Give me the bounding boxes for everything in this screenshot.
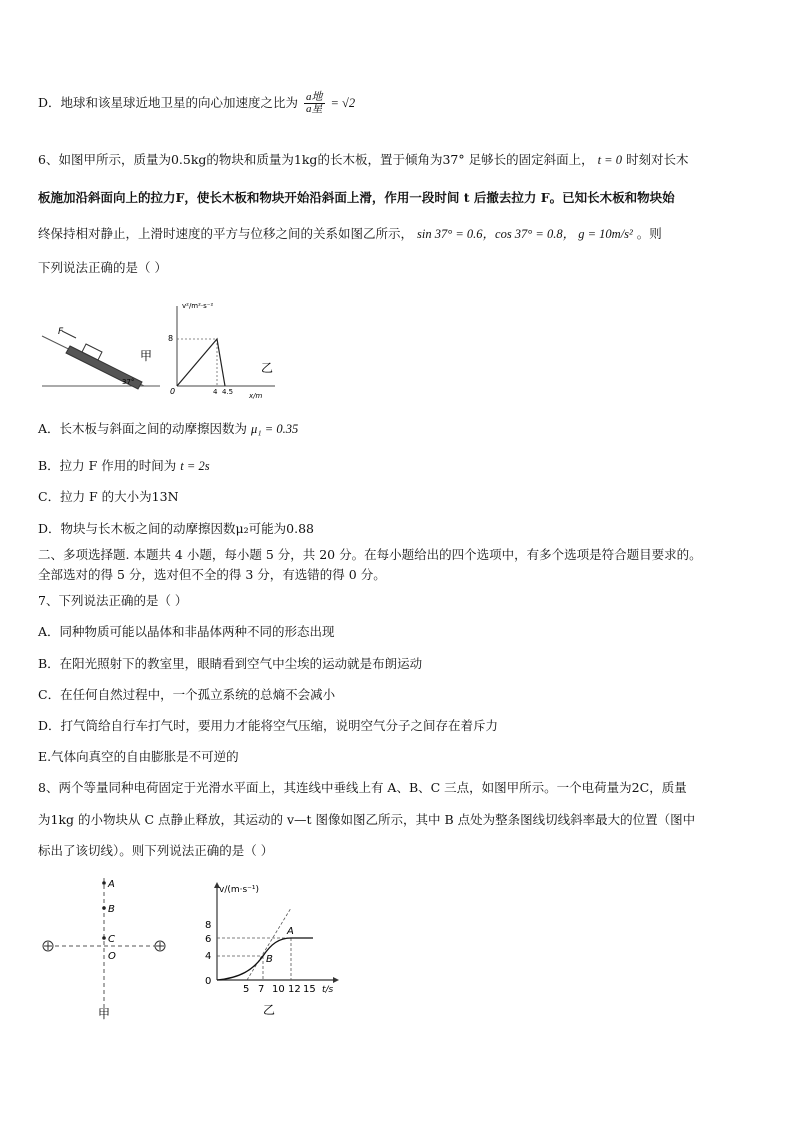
q8-yi-tick-15: 15 (303, 984, 316, 995)
q6-option-b-math: t = 2s (180, 459, 210, 473)
q8-jia-label-b: B (108, 904, 115, 915)
q8-jia-label-o: O (108, 951, 116, 962)
q6-stem-line3-b: sin 37° = 0.6，cos 37° = 0.8， g = 10m/s² (417, 227, 633, 241)
q7-option-d: D．打气筒给自行车打气时，要用力才能将空气压缩，说明空气分子之间存在着斥力 (38, 718, 499, 733)
q8-stem-line3: 标出了该切线）。则下列说法正确的是（ ） (38, 843, 274, 858)
q8-stem-line1: 8、两个等量同种电荷固定于光滑水平面上，其连线中垂线上有 A、B、C 三点，如图甲所示。一个电荷量为2C，质量 (38, 780, 687, 795)
q6-yi-curve (177, 339, 225, 386)
q8-jia-label: 甲 (98, 1007, 111, 1021)
q5-option-d (38, 92, 355, 115)
q6-option-d: D．物块与长木板之间的动摩擦因数μ₂可能为0.88 (38, 521, 314, 536)
q6-option-b-text: B．拉力 F 作用的时间为 (38, 458, 177, 473)
q8-yi-label-b: B (266, 954, 273, 965)
q8-yi-tick-8: 8 (205, 920, 212, 931)
q6-yi-tick-8: 8 (168, 334, 174, 343)
q8-yi-x-arrow (333, 977, 339, 983)
q8-yi-tick-5: 5 (243, 984, 250, 995)
q8-jia-label-a: A (108, 879, 115, 890)
q7-option-b: B．在阳光照射下的教室里，眼睛看到空气中尘埃的运动就是布朗运动 (38, 656, 423, 671)
q6-figure-jia (40, 318, 165, 390)
q7-option-a: A．同种物质可能以晶体和非晶体两种不同的形态出现 (38, 624, 335, 639)
q5-option-d-text: D．地球和该星球近地卫星的向心加速度之比为 (38, 95, 299, 110)
q6-yi-x-label: x/m (249, 392, 263, 400)
q6-stem-line1 (38, 151, 688, 169)
q8-jia-label-c: C (108, 934, 115, 945)
q6-option-a-math: μ₁ = 0.35 (251, 422, 299, 436)
q8-jia-point-c (102, 936, 106, 940)
q7-option-e: E.气体向真空的自由膨胀是不可逆的 (38, 749, 239, 764)
q8-jia-point-b (102, 906, 106, 910)
q6-stem-line2: 板施加沿斜面向上的拉力F，使长木板和物块开始沿斜面上滑，作用一段时间 t 后撤去拉力 F。已知长木板和物块始 (38, 190, 675, 205)
q6-yi-y-label: v²/m²·s⁻² (182, 302, 214, 310)
q6-yi-tick-45: 4.5 (222, 388, 234, 396)
q8-yi-label: 乙 (263, 1003, 276, 1017)
q8-yi-tick-10: 10 (272, 984, 285, 995)
q8-stem-line2: 为1kg 的小物块从 C 点静止释放，其运动的 v—t 图像如图乙所示，其中 B 点处为整条图线切线斜率最大的位置（图中 (38, 812, 696, 827)
q8-figure-yi (195, 878, 345, 1020)
q8-jia-charge-left (43, 941, 53, 951)
q5-option-d-equation: = √2 (330, 96, 356, 110)
q8-yi-tick-12: 12 (288, 984, 301, 995)
q8-yi-tick-7: 7 (258, 984, 265, 995)
q6-stem-line3-a: 终保持相对静止，上滑时速度的平方与位移之间的关系如图乙所示， (38, 226, 414, 241)
q6-jia-label: 甲 (140, 349, 153, 363)
q6-stem-line1-b: t = 0 (597, 153, 622, 167)
q5-frac-denominator: a星 (306, 103, 323, 115)
q6-option-c: C．拉力 F 的大小为13N (38, 489, 179, 504)
q6-jia-angle-label: 37° (122, 378, 135, 386)
q8-yi-x-label: t/s (322, 985, 334, 995)
q8-yi-tick-6: 6 (205, 934, 212, 945)
q6-stem-line4: 下列说法正确的是（ ） (38, 260, 167, 275)
q5-option-d-fraction (304, 92, 325, 115)
q8-yi-curve (217, 938, 313, 980)
q6-stem-line1-a: 6、如图甲所示，质量为0.5kg的物块和质量为1kg的长木板，置于倾角为37° 足够长的固定斜面上， (38, 152, 594, 167)
q8-yi-origin: 0 (205, 976, 212, 987)
q6-stem-line3-c: 。则 (636, 226, 662, 241)
q8-jia-charge-right (155, 941, 165, 951)
q8-jia-point-a (102, 881, 106, 885)
q6-figure-yi (165, 296, 280, 400)
q8-yi-tick-4: 4 (205, 951, 212, 962)
q6-jia-force-label: F (58, 327, 64, 337)
q6-stem-line3 (38, 225, 662, 243)
q6-stem-line1-c: 时刻对长木 (625, 152, 689, 167)
q6-jia-force-arrow (62, 331, 76, 338)
q6-option-a (38, 420, 298, 438)
q8-figure-jia (38, 872, 178, 1022)
q6-option-b (38, 457, 210, 475)
q6-yi-tick-4: 4 (213, 388, 218, 396)
q7-option-c: C．在任何自然过程中，一个孤立系统的总熵不会减小 (38, 687, 336, 702)
q8-yi-tangent-line (247, 908, 291, 980)
section2-line1: 二、多项选择题. 本题共 4 小题，每小题 5 分，共 20 分。在每小题给出的四个选项中，有多个选项是符合题目要求的。 (38, 547, 702, 562)
q7-stem: 7、下列说法正确的是（ ） (38, 593, 188, 608)
q5-frac-numerator: a地 (306, 91, 323, 103)
q6-yi-origin: 0 (170, 387, 176, 396)
q6-yi-label: 乙 (261, 361, 274, 375)
section2-line2: 全部选对的得 5 分，选对但不全的得 3 分，有选错的得 0 分。 (38, 567, 386, 582)
q6-option-a-text: A．长木板与斜面之间的动摩擦因数为 (38, 421, 248, 436)
q8-yi-label-a: A (287, 926, 294, 937)
q8-yi-y-label: v/(m·s⁻¹) (219, 885, 260, 895)
